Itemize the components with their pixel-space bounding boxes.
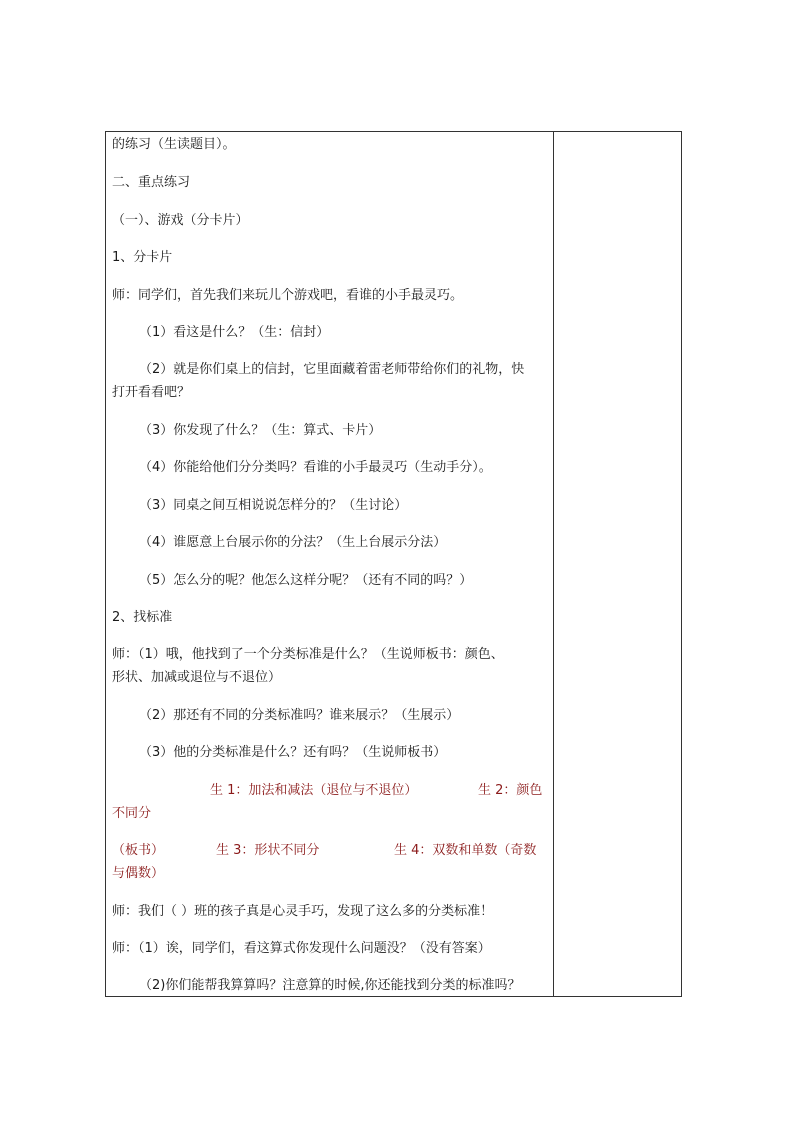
paragraph: （3）同桌之间互相说说怎样分的？（生讨论） [139,498,408,513]
paragraph: 师：（1）哦，他找到了一个分类标准是什么？（生说师板书：颜色、 [112,647,504,662]
paragraph: 打开看看吧？ [112,385,191,400]
board-note: （板书） [112,843,165,858]
paragraph: （5）怎么分的呢？他怎么这样分呢？（还有不同的吗？） [139,573,473,588]
board-note: 生 3：形状不同分 [216,843,320,858]
board-note: 生 1：加法和减法（退位与不退位） [210,783,418,798]
step-heading: 1、分卡片 [112,250,173,265]
board-note: 与偶数） [112,866,165,881]
lesson-content-cell [106,132,552,996]
paragraph: （3）你发现了什么？（生：算式、卡片） [139,423,382,438]
paragraph: （2）那还有不同的分类标准吗？谁来展示？（生展示） [139,708,460,723]
paragraph: （2）就是你们桌上的信封，它里面藏着雷老师带给你们的礼物，快 [139,362,525,377]
notes-cell [554,132,681,996]
section-heading: 二、重点练习 [112,175,191,190]
paragraph: 师：（1）诶，同学们，看这算式你发现什么问题没？（没有答案） [112,941,491,956]
board-notes-line [112,839,548,862]
paragraph: （4）你能给他们分分类吗？看谁的小手最灵巧（生动手分）。 [139,460,492,475]
paragraph: 形状、加减或退位与不退位） [112,670,282,685]
paragraph: 师：同学们，首先我们来玩儿个游戏吧，看谁的小手最灵巧。 [112,288,464,303]
board-note: 生 4：双数和单数（奇数 [394,843,537,858]
paragraph: （2)你们能帮我算算吗？注意算的时候,你还能找到分类的标准吗？ [139,978,521,993]
step-heading: 2、找标准 [112,610,173,625]
board-notes-line [112,779,548,802]
subsection-heading: （一）、游戏（分卡片） [112,213,249,228]
paragraph: （1）看这是什么？（生：信封） [139,325,330,340]
board-note: 生 2：颜色 [478,783,543,798]
paragraph: （3）他的分类标准是什么？还有吗？（生说师板书） [139,745,447,760]
paragraph: 师：我们（ ）班的孩子真是心灵手巧，发现了这么多的分类标准！ [112,904,494,919]
paragraph: 的练习（生读题目）。 [112,137,236,152]
board-note: 不同分 [112,806,152,821]
paragraph: （4）谁愿意上台展示你的分法？（生上台展示分法） [139,535,447,550]
